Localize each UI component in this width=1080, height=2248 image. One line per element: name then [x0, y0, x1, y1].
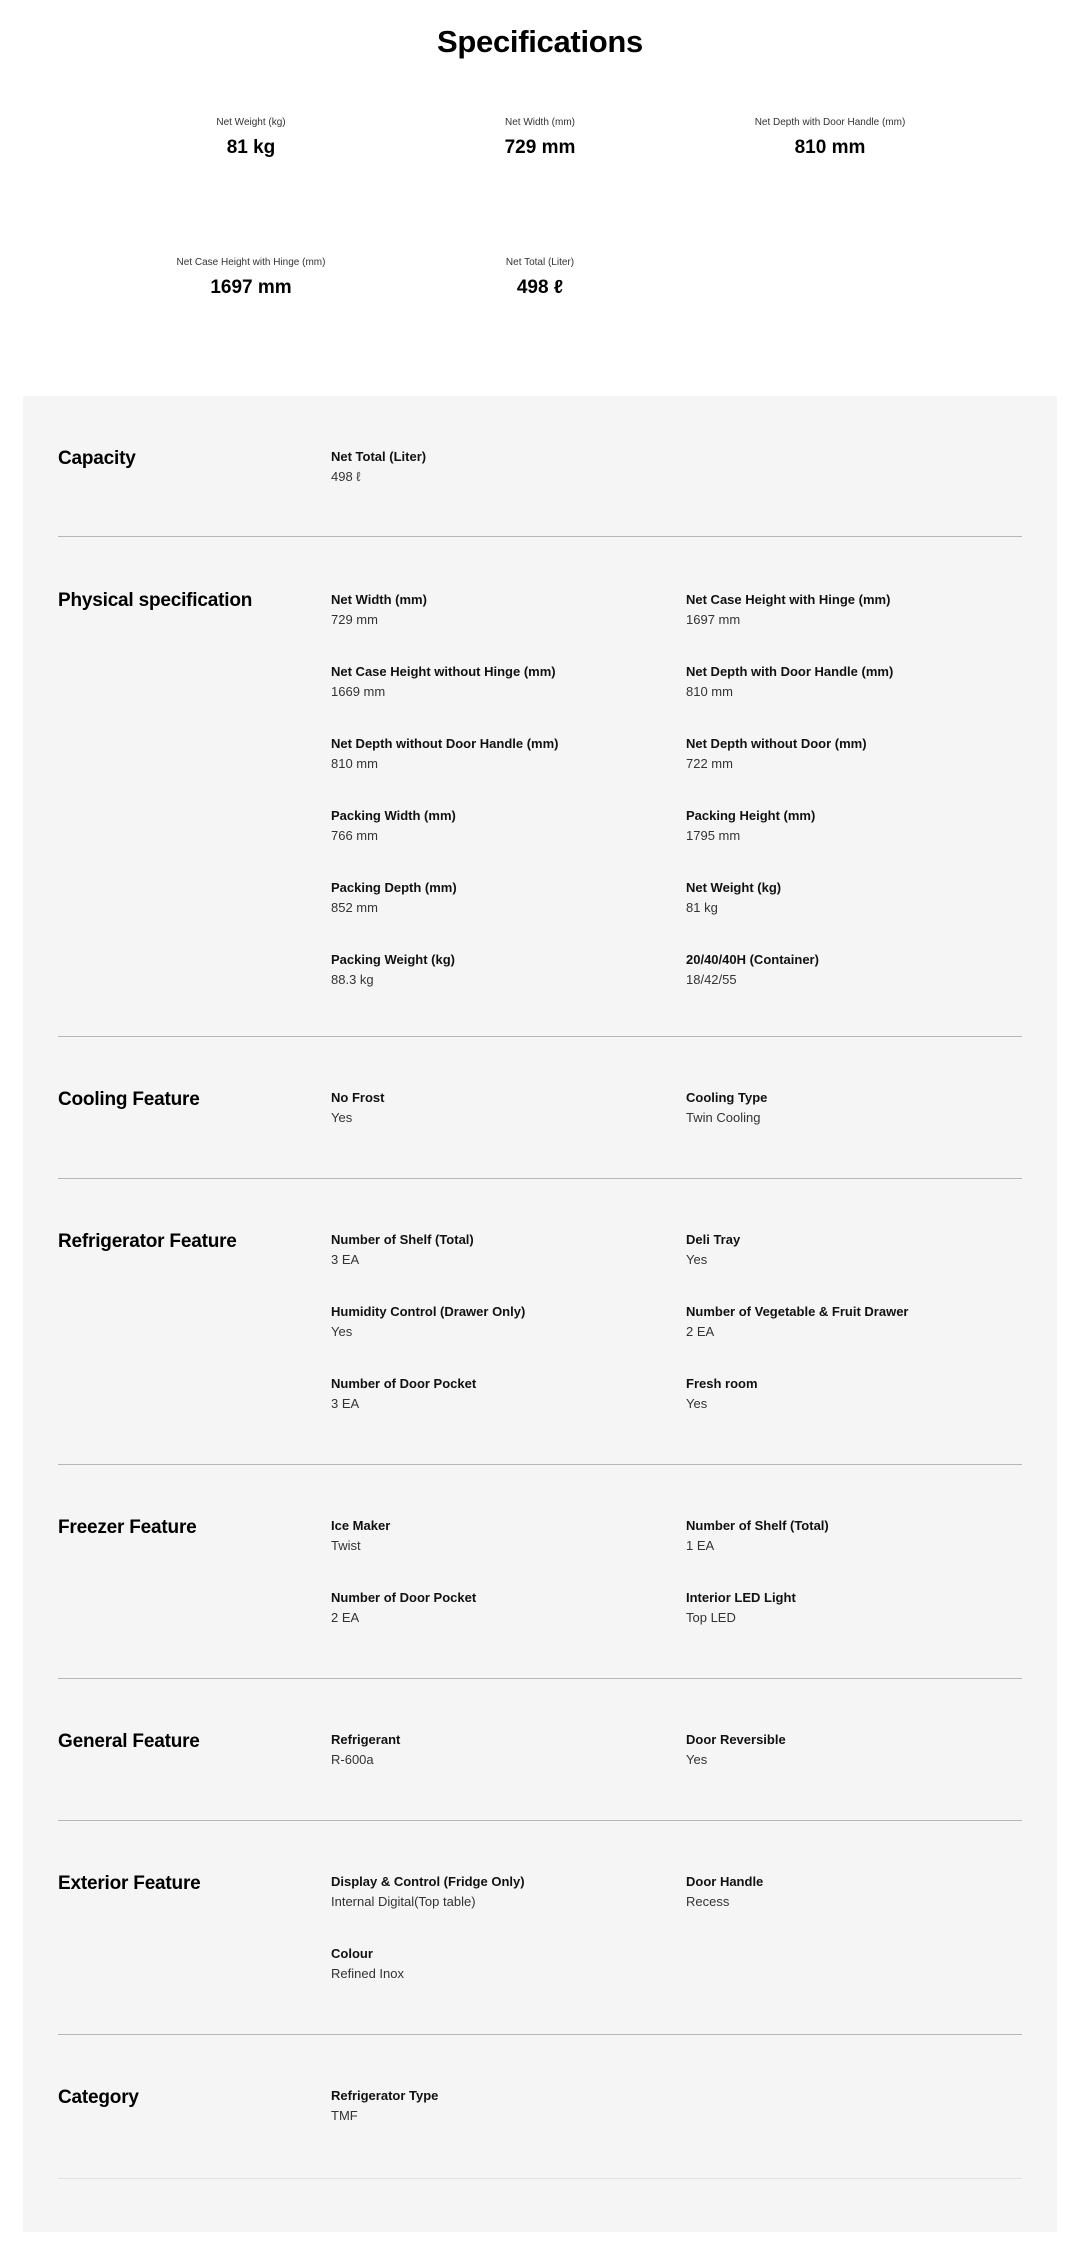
spec-panel [23, 396, 1057, 2232]
spec-label: Ice Maker [331, 1518, 391, 1533]
spec-label: Door Reversible [686, 1732, 786, 1747]
spec-item [331, 735, 661, 773]
section-title: Cooling Feature [58, 1089, 200, 1110]
spec-item [331, 663, 661, 701]
spec-label: Net Weight (kg) [686, 880, 782, 895]
section-refrigerator-feature [58, 1179, 1022, 1465]
spec-value: TMF [331, 2108, 358, 2123]
spec-label: 20/40/40H (Container) [686, 952, 819, 967]
spec-value: 1697 mm [686, 612, 741, 627]
spec-label: Humidity Control (Drawer Only) [331, 1304, 526, 1319]
section-title: Exterior Feature [58, 1873, 201, 1894]
highlight-value: 729 mm [504, 137, 576, 158]
section-cooling-feature [58, 1037, 1022, 1179]
highlight-label: Net Depth with Door Handle (mm) [754, 117, 906, 128]
spec-label: Fresh room [686, 1376, 758, 1391]
spec-item [331, 1517, 661, 1555]
spec-value: Twist [331, 1538, 361, 1553]
section-title: Freezer Feature [58, 1517, 197, 1538]
highlight-net-depth [685, 116, 975, 162]
spec-value: 1669 mm [331, 684, 386, 699]
spec-value: 2 EA [331, 1610, 360, 1625]
spec-item [331, 1873, 661, 1911]
spec-item [686, 1375, 1016, 1413]
spec-label: Net Depth with Door Handle (mm) [686, 664, 894, 679]
spec-value: 1795 mm [686, 828, 741, 843]
highlight-value: 81 kg [226, 137, 276, 158]
spec-label: Door Handle [686, 1874, 764, 1889]
spec-item [331, 1375, 661, 1413]
page-title: Specifications [437, 24, 643, 59]
highlight-label: Net Weight (kg) [216, 117, 286, 128]
spec-item [331, 951, 661, 989]
spec-label: Interior LED Light [686, 1590, 796, 1605]
section-title: Category [58, 2087, 139, 2108]
spec-item [331, 1945, 661, 1983]
spec-value: 810 mm [331, 756, 378, 771]
highlight-net-case-height [106, 256, 396, 302]
spec-label: Net Total (Liter) [331, 449, 427, 464]
spec-label: Number of Shelf (Total) [686, 1518, 829, 1533]
highlight-value: 810 mm [794, 137, 866, 158]
spec-value: Twin Cooling [686, 1110, 761, 1125]
spec-value: Yes [331, 1324, 353, 1339]
spec-label: Net Width (mm) [331, 592, 427, 607]
section-title: Refrigerator Feature [58, 1231, 237, 1252]
spec-item [331, 1589, 661, 1627]
highlight-label: Net Case Height with Hinge (mm) [176, 257, 326, 268]
spec-value: 2 EA [686, 1324, 715, 1339]
spec-value: Yes [686, 1396, 708, 1411]
highlight-label: Net Width (mm) [505, 117, 575, 128]
spec-item [686, 1873, 1016, 1911]
section-title: General Feature [58, 1731, 200, 1752]
spec-label: Packing Weight (kg) [331, 952, 455, 967]
section-exterior-feature [58, 1821, 1022, 2035]
section-freezer-feature [58, 1465, 1022, 1679]
spec-item [331, 591, 661, 629]
spec-item [686, 1231, 1016, 1269]
spec-label: Deli Tray [686, 1232, 741, 1247]
spec-value: 1 EA [686, 1538, 715, 1553]
spec-label: Colour [331, 1946, 373, 1961]
spec-label: Number of Vegetable & Fruit Drawer [686, 1304, 909, 1319]
spec-item [686, 1517, 1016, 1555]
spec-label: Net Depth without Door Handle (mm) [331, 736, 559, 751]
spec-item [331, 448, 661, 486]
spec-value: Yes [686, 1752, 708, 1767]
section-title: Capacity [58, 448, 136, 469]
spec-item [331, 1231, 661, 1269]
spec-label: Net Depth without Door (mm) [686, 736, 867, 751]
spec-item [686, 735, 1016, 773]
spec-label: Number of Door Pocket [331, 1590, 477, 1605]
spec-value: 852 mm [331, 900, 378, 915]
spec-value: 88.3 kg [331, 972, 374, 987]
spec-item [686, 1303, 1016, 1341]
spec-label: Refrigerator Type [331, 2088, 439, 2103]
section-physical-specification [58, 537, 1022, 1037]
spec-value: Yes [686, 1252, 708, 1267]
spec-value: 81 kg [686, 900, 718, 915]
spec-item [331, 1089, 661, 1127]
spec-item [331, 2087, 661, 2125]
spec-label: Cooling Type [686, 1090, 768, 1105]
spec-label: Packing Height (mm) [686, 808, 816, 823]
spec-label: Net Case Height with Hinge (mm) [686, 592, 891, 607]
spec-value: R-600a [331, 1752, 374, 1767]
spec-label: Net Case Height without Hinge (mm) [331, 664, 556, 679]
highlight-label: Net Total (Liter) [505, 257, 575, 268]
spec-label: Display & Control (Fridge Only) [331, 1874, 525, 1889]
spec-item [686, 591, 1016, 629]
section-general-feature [58, 1679, 1022, 1821]
spec-label: Packing Width (mm) [331, 808, 456, 823]
spec-value: 18/42/55 [686, 972, 737, 987]
section-title: Physical specification [58, 590, 253, 611]
spec-value: 3 EA [331, 1252, 360, 1267]
spec-label: Refrigerant [331, 1732, 401, 1747]
spec-value: 498 ℓ [331, 469, 361, 484]
highlight-net-width [395, 116, 685, 162]
spec-value: Internal Digital(Top table) [331, 1894, 476, 1909]
spec-item [331, 807, 661, 845]
spec-label: No Frost [331, 1090, 385, 1105]
spec-item [331, 1303, 661, 1341]
spec-value: Recess [686, 1894, 730, 1909]
spec-value: 729 mm [331, 612, 378, 627]
spec-label: Number of Door Pocket [331, 1376, 477, 1391]
spec-item [686, 807, 1016, 845]
spec-item [686, 1589, 1016, 1627]
spec-item [686, 1089, 1016, 1127]
section-capacity [58, 396, 1022, 537]
spec-item [686, 663, 1016, 701]
highlight-value: 1697 mm [210, 277, 292, 298]
highlight-value: 498 ℓ [516, 277, 564, 298]
spec-item [331, 879, 661, 917]
highlight-net-total [395, 256, 685, 302]
spec-value: Yes [331, 1110, 353, 1125]
spec-value: 3 EA [331, 1396, 360, 1411]
spec-value: 766 mm [331, 828, 378, 843]
spec-item [331, 1731, 661, 1769]
section-category [58, 2035, 1022, 2179]
spec-label: Packing Depth (mm) [331, 880, 457, 895]
spec-value: 810 mm [686, 684, 733, 699]
spec-item [686, 1731, 1016, 1769]
spec-value: Top LED [686, 1610, 736, 1625]
spec-label: Number of Shelf (Total) [331, 1232, 474, 1247]
spec-item [686, 879, 1016, 917]
spec-value: 722 mm [686, 756, 733, 771]
spec-value: Refined Inox [331, 1966, 404, 1981]
spec-item [686, 951, 1016, 989]
highlight-net-weight [106, 116, 396, 162]
